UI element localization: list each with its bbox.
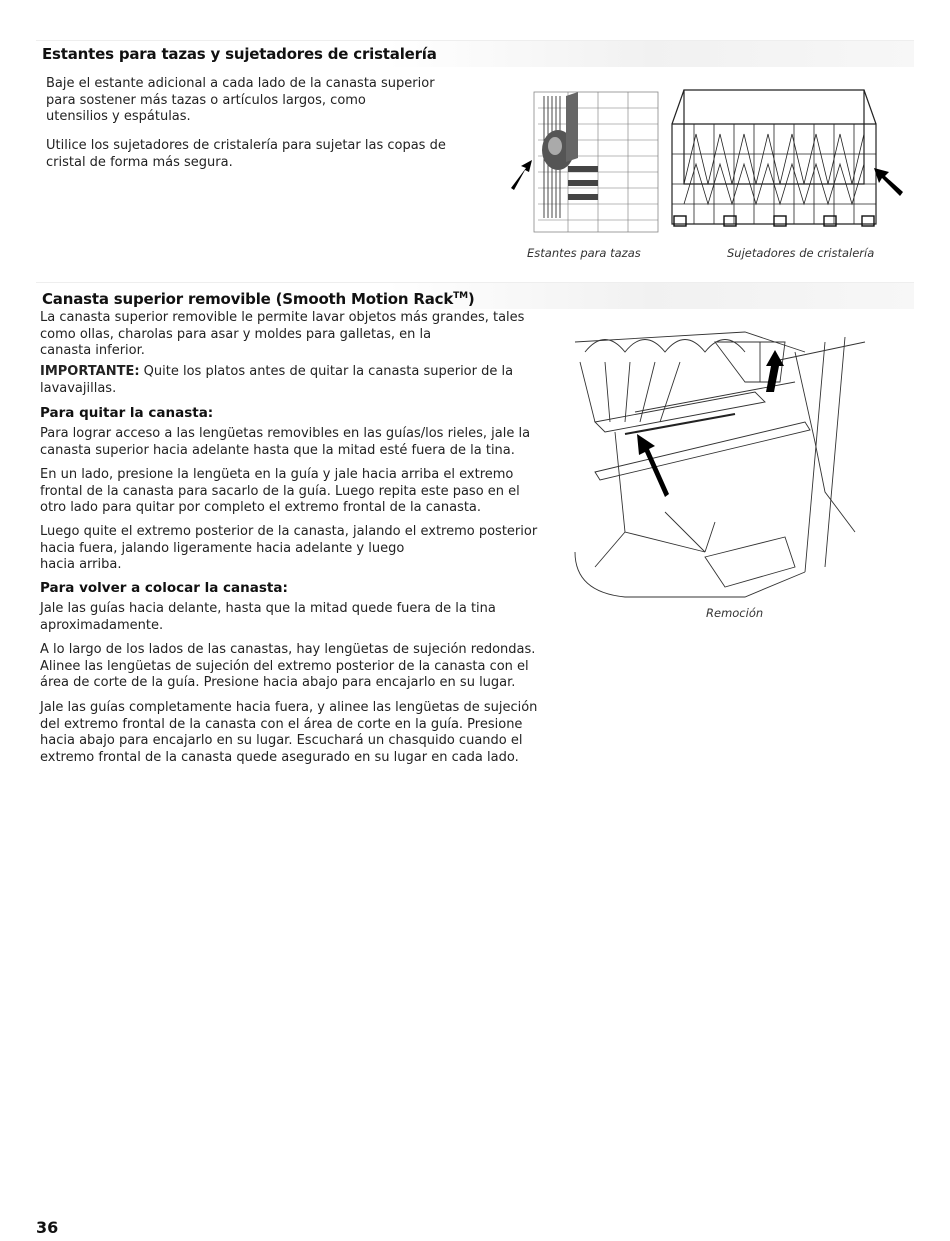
paragraph-rack-intro: La canasta superior removible le permite lavar objetos más grandes, tales como ollas, charolas para asar y moldes para galletas, en la canasta inferior. [40, 310, 525, 358]
caption-removal: Remoción [706, 606, 764, 620]
paragraph-remove-step1: Para lograr acceso a las lengüetas removibles en las guías/los rieles, jale la canasta superior hacia adelante hasta que la mitad esté fuera de la tina. [40, 426, 531, 458]
caption-cup-shelves: Estantes para tazas [527, 246, 641, 260]
paragraph-remove-step2: En un lado, presione la lengüeta en la guía y jale hacia arriba el extremo frontal de la canasta para sacarlo de la guía. Luego repita este paso en el otro lado para quitar por completo el extremo frontal de la canasta. [40, 467, 520, 515]
page-number: 36 [36, 1218, 59, 1237]
paragraph-remove-step3: Luego quite el extremo posterior de la canasta, jalando el extremo posterior hacia fuera, jalando ligeramente hacia adelante y luego hacia arriba. [40, 524, 538, 572]
paragraph-replace-step1: Jale las guías hacia delante, hasta que la mitad quede fuera de la tina aproximadamente. [40, 601, 496, 633]
section-header-cup-shelves [36, 40, 914, 67]
paragraph-glass-holders: Utilice los sujetadores de cristalería para sujetar las copas de cristal de forma más segura. [46, 138, 446, 170]
paragraph-replace-step3: Jale las guías completamente hacia fuera, y alinee las lengüetas de sujeción del extremo frontal de la canasta con el área de corte en la guía. Presione hacia abajo para encajarlo en su lugar. Escuchará un chasquido cuando el extremo frontal de la canasta quede asegurado en su lugar en cada lado. [40, 700, 538, 765]
glass-holder-illustration [664, 84, 904, 234]
rack-removal-illustration [565, 322, 870, 607]
subheading-remove-rack: Para quitar la canasta: [40, 405, 214, 421]
cup-shelf-illustration [508, 88, 663, 240]
section-header-removable-rack [36, 282, 914, 309]
paragraph-cup-shelf: Baje el estante adicional a cada lado de la canasta superior para sostener más tazas o artículos largos, como utensilios y espátulas. [46, 76, 435, 124]
section-title: Canasta superior removible (Smooth Motion Rack™) [42, 290, 475, 308]
subheading-replace-rack: Para volver a colocar la canasta: [40, 580, 288, 596]
paragraph-important: IMPORTANTE: Quite los platos antes de quitar la canasta superior de la lavavajillas. [40, 364, 514, 396]
caption-glass-holders: Sujetadores de cristalería [727, 246, 875, 260]
section-title: Estantes para tazas y sujetadores de cristalería [42, 45, 437, 63]
paragraph-replace-step2: A lo largo de los lados de las canastas, hay lengüetas de sujeción redondas. Alinee las lengüetas de sujeción del extremo posterior de la canasta con el área de corte de la guía. Presione hacia abajo para encajarlo en su lugar. [40, 642, 536, 690]
important-label: IMPORTANTE: [40, 364, 140, 379]
